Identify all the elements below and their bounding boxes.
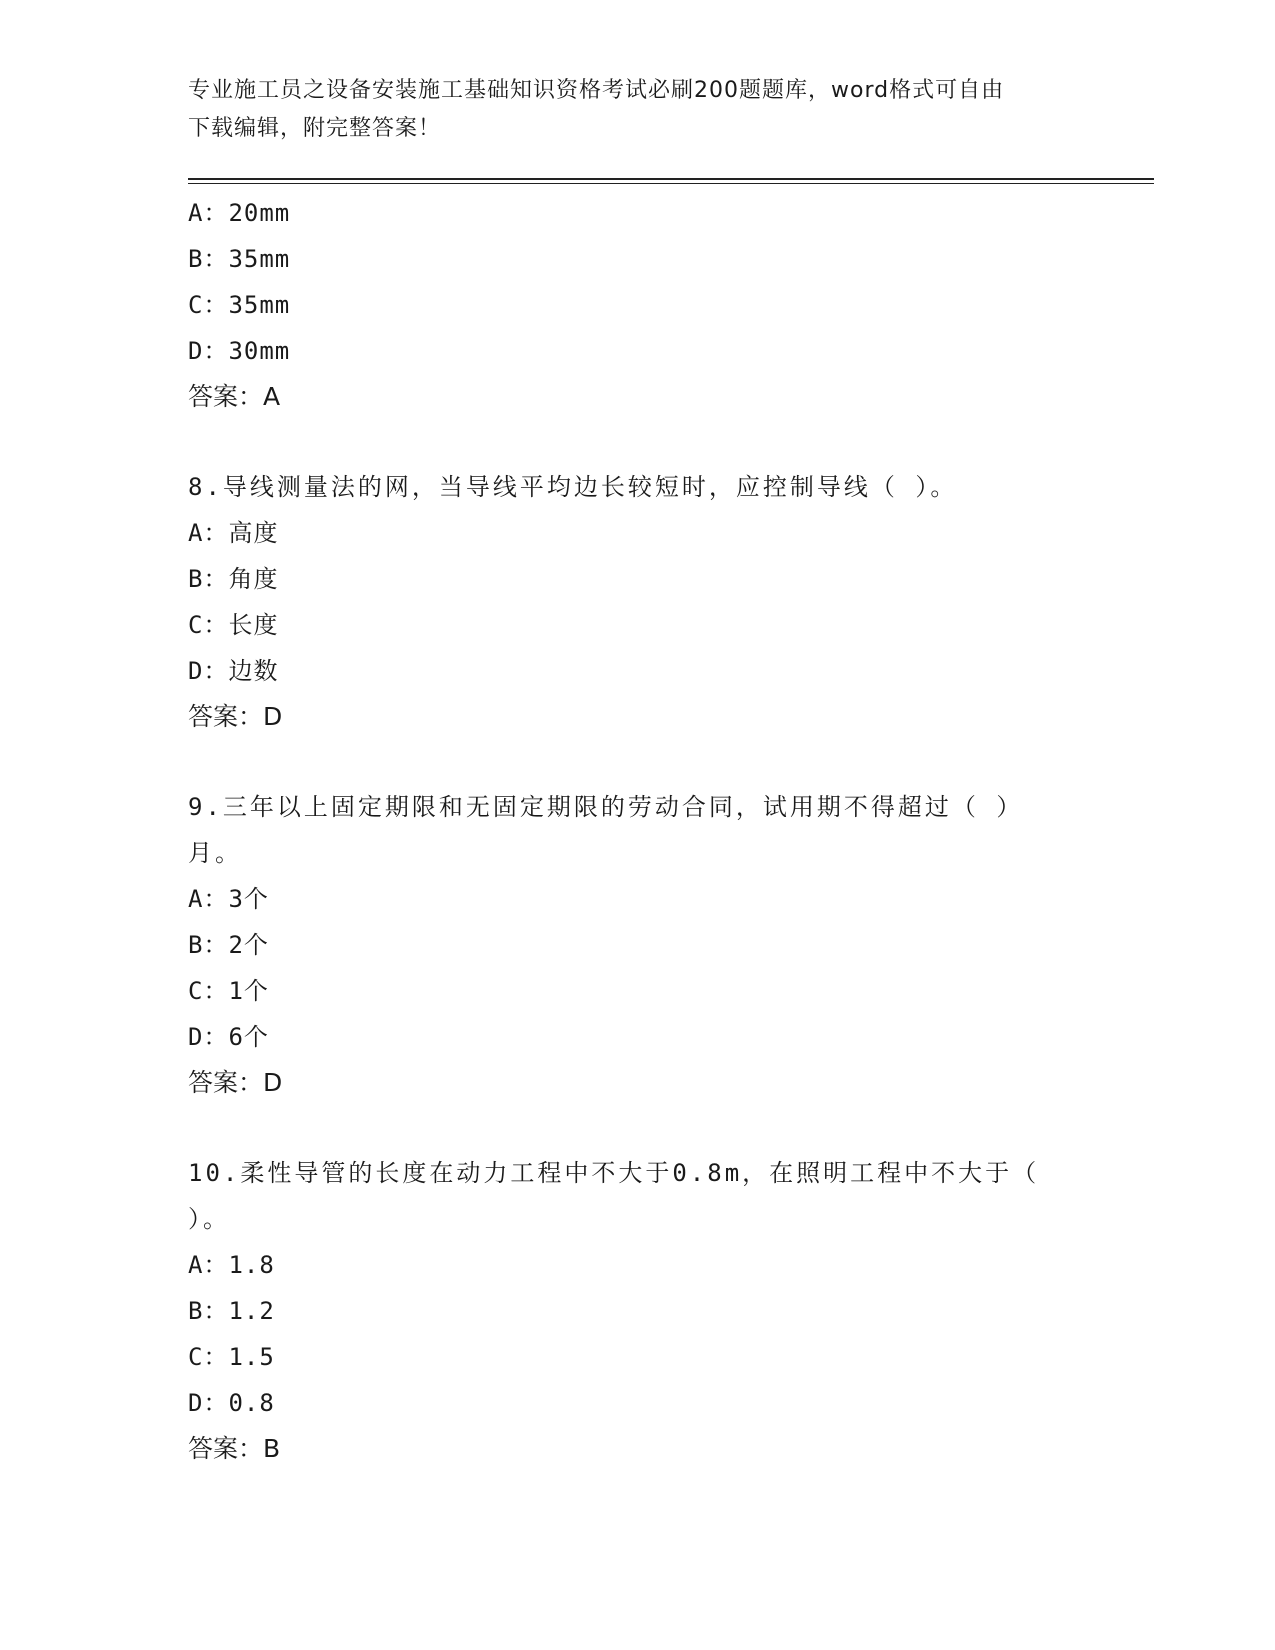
question-text-line-2: 月。 [188, 839, 242, 867]
question-block-7 [188, 190, 1088, 420]
question-text: 8.导线测量法的网，当导线平均边长较短时，应控制导线（ ）。 [188, 473, 958, 501]
option-a: A：高度 [188, 519, 279, 547]
option-a: A：20mm [188, 199, 291, 227]
option-c: C：1个 [188, 977, 269, 1005]
question-block-9 [188, 784, 1088, 1106]
question-text-line-1: 10.柔性导管的长度在动力工程中不大于0.8m，在照明工程中不大于（ [188, 1159, 1040, 1187]
question-block-10 [188, 1150, 1088, 1472]
option-b: B：2个 [188, 931, 269, 959]
option-d: D：边数 [188, 657, 279, 685]
header-line-2: 下载编辑，附完整答案！ [188, 116, 442, 141]
answer-line: 答案：D [188, 1068, 283, 1097]
question-block-8 [188, 464, 1088, 740]
option-c: C：1.5 [188, 1343, 275, 1371]
document-header [188, 72, 1068, 148]
answer-line: 答案：D [188, 702, 283, 731]
answer-line: 答案：B [188, 1434, 281, 1463]
question-text-line-2: ）。 [188, 1205, 230, 1233]
option-a: A：1.8 [188, 1251, 275, 1279]
header-line-1: 专业施工员之设备安装施工基础知识资格考试必刷200题题库，word格式可自由 [188, 78, 1005, 103]
option-a: A：3个 [188, 885, 269, 913]
option-d: D：6个 [188, 1023, 269, 1051]
option-c: C：35mm [188, 291, 291, 319]
question-list [188, 190, 1088, 1472]
option-d: D：30mm [188, 337, 291, 365]
option-c: C：长度 [188, 611, 279, 639]
option-b: B：1.2 [188, 1297, 275, 1325]
option-d: D：0.8 [188, 1389, 275, 1417]
option-b: B：35mm [188, 245, 291, 273]
option-b: B：角度 [188, 565, 279, 593]
question-text-line-1: 9.三年以上固定期限和无固定期限的劳动合同，试用期不得超过（ ） [188, 793, 1024, 821]
header-divider [188, 178, 1154, 184]
answer-line: 答案：A [188, 382, 281, 411]
